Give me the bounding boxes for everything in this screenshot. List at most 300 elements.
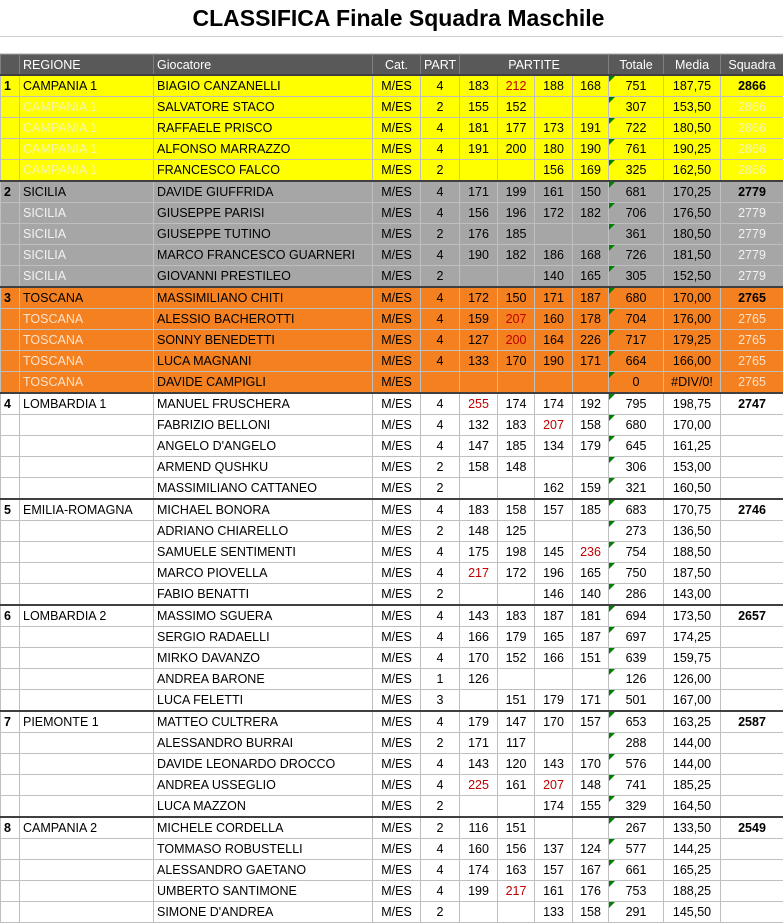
game-score-4: 140 [573,584,609,606]
team-region-empty [20,669,154,690]
player-category: M/ES [373,75,421,97]
game-score-3 [535,372,573,394]
player-average: 153,50 [664,97,721,118]
game-score-4: 167 [573,860,609,881]
player-category: M/ES [373,478,421,500]
game-score-1 [460,372,498,394]
team-region: TOSCANA [20,287,154,309]
player-part: 4 [421,287,460,309]
team-score: 2549 [721,817,783,839]
player-name: MASSIMILIANO CATTANEO [154,478,373,500]
header-part: PART [421,55,460,76]
player-average: 145,50 [664,902,721,923]
game-score-4: 178 [573,309,609,330]
team-score-empty [721,584,783,606]
player-part: 4 [421,881,460,902]
team-score: 2779 [721,181,783,203]
player-average: 190,25 [664,139,721,160]
player-name: MATTEO CULTRERA [154,711,373,733]
game-score-3: 160 [535,309,573,330]
team-score-repeat: 2765 [721,309,783,330]
game-score-4: 187 [573,287,609,309]
team-region: PIEMONTE 1 [20,711,154,733]
team-rank [1,521,20,542]
team-region-repeat: TOSCANA [20,372,154,394]
game-score-4: 165 [573,266,609,288]
player-total: 305 [609,266,664,288]
table-row [1,881,783,902]
team-score-empty [721,690,783,712]
header-cat: Cat. [373,55,421,76]
game-score-4: 155 [573,796,609,818]
table-row [1,605,783,627]
standings-body [1,75,783,923]
team-score-repeat: 2866 [721,118,783,139]
player-name: ARMEND QUSHKU [154,457,373,478]
team-region: LOMBARDIA 2 [20,605,154,627]
game-score-3: 179 [535,690,573,712]
team-rank [1,775,20,796]
game-score-2: 147 [498,711,535,733]
table-row [1,245,783,266]
header-giocatore: Giocatore [154,55,373,76]
table-row [1,775,783,796]
player-average: 163,25 [664,711,721,733]
table-row [1,224,783,245]
team-rank: 1 [1,75,20,97]
player-category: M/ES [373,860,421,881]
player-part: 2 [421,224,460,245]
game-score-4: 170 [573,754,609,775]
game-score-2 [498,584,535,606]
player-average: 144,00 [664,733,721,754]
game-score-1: 183 [460,75,498,97]
game-score-4: 150 [573,181,609,203]
game-score-4: 181 [573,605,609,627]
table-row [1,521,783,542]
team-rank [1,542,20,563]
player-category: M/ES [373,627,421,648]
player-average: 173,50 [664,605,721,627]
player-part: 2 [421,266,460,288]
game-score-2: 156 [498,839,535,860]
team-rank [1,669,20,690]
player-category: M/ES [373,584,421,606]
team-score: 2587 [721,711,783,733]
team-region-empty [20,457,154,478]
game-score-2 [498,669,535,690]
game-score-2: 163 [498,860,535,881]
player-average: #DIV/0! [664,372,721,394]
team-region-repeat: SICILIA [20,266,154,288]
game-score-1: 143 [460,754,498,775]
player-total: 645 [609,436,664,457]
team-score: 2866 [721,75,783,97]
player-average: 152,50 [664,266,721,288]
team-region-empty [20,627,154,648]
player-category: M/ES [373,648,421,669]
team-score: 2657 [721,605,783,627]
table-row [1,563,783,584]
game-score-1: 190 [460,245,498,266]
game-score-3: 187 [535,605,573,627]
player-average: 164,50 [664,796,721,818]
table-row [1,118,783,139]
game-score-1: 179 [460,711,498,733]
player-part: 2 [421,457,460,478]
game-score-1: 172 [460,287,498,309]
game-score-4 [573,817,609,839]
player-average: 187,75 [664,75,721,97]
player-name: MANUEL FRUSCHERA [154,393,373,415]
player-part: 3 [421,690,460,712]
game-score-1: 170 [460,648,498,669]
team-region-empty [20,902,154,923]
team-rank [1,733,20,754]
player-name: BIAGIO CANZANELLI [154,75,373,97]
player-average: 188,25 [664,881,721,902]
player-total: 321 [609,478,664,500]
game-score-2: 185 [498,436,535,457]
team-score-empty [721,563,783,584]
team-rank [1,266,20,288]
team-rank: 5 [1,499,20,521]
header-rank [1,55,20,76]
game-score-4 [573,372,609,394]
player-category: M/ES [373,881,421,902]
team-score: 2765 [721,287,783,309]
player-category: M/ES [373,118,421,139]
player-name: SERGIO RADAELLI [154,627,373,648]
team-region-empty [20,563,154,584]
team-score-empty [721,415,783,436]
table-row [1,478,783,500]
game-score-1 [460,902,498,923]
player-total: 681 [609,181,664,203]
team-score-empty [721,478,783,500]
team-score-empty [721,733,783,754]
game-score-2: 185 [498,224,535,245]
game-score-3: 145 [535,542,573,563]
team-region-repeat: CAMPANIA 1 [20,139,154,160]
player-part: 4 [421,436,460,457]
table-row [1,796,783,818]
player-category: M/ES [373,669,421,690]
player-average: 170,00 [664,287,721,309]
team-rank [1,754,20,775]
game-score-2: 170 [498,351,535,372]
player-category: M/ES [373,160,421,182]
team-rank [1,648,20,669]
team-region-empty [20,415,154,436]
player-part: 4 [421,118,460,139]
table-row [1,711,783,733]
player-total: 639 [609,648,664,669]
team-rank [1,881,20,902]
team-rank [1,309,20,330]
player-category: M/ES [373,775,421,796]
team-score-empty [721,627,783,648]
team-score-empty [721,839,783,860]
game-score-4: 192 [573,393,609,415]
team-score: 2746 [721,499,783,521]
player-total: 653 [609,711,664,733]
game-score-4: 236 [573,542,609,563]
team-score-repeat: 2765 [721,330,783,351]
player-average: 176,00 [664,309,721,330]
game-score-1: 255 [460,393,498,415]
player-name: ALFONSO MARRAZZO [154,139,373,160]
player-category: M/ES [373,902,421,923]
player-total: 307 [609,97,664,118]
page-title: CLASSIFICA Finale Squadra Maschile [0,0,783,37]
player-average: 170,75 [664,499,721,521]
game-score-2: 199 [498,181,535,203]
game-score-3: 190 [535,351,573,372]
table-row [1,902,783,923]
game-score-3: 170 [535,711,573,733]
team-rank [1,902,20,923]
game-score-4: 179 [573,436,609,457]
team-score-empty [721,521,783,542]
table-row [1,97,783,118]
player-total: 0 [609,372,664,394]
player-part: 4 [421,139,460,160]
game-score-4 [573,669,609,690]
table-row [1,330,783,351]
player-average: 153,00 [664,457,721,478]
team-rank [1,627,20,648]
player-total: 291 [609,902,664,923]
player-part: 4 [421,181,460,203]
player-category: M/ES [373,372,421,394]
player-category: M/ES [373,499,421,521]
table-row [1,860,783,881]
table-row [1,139,783,160]
team-rank: 6 [1,605,20,627]
game-score-2: 152 [498,97,535,118]
game-score-1: 159 [460,309,498,330]
player-part: 2 [421,902,460,923]
table-row [1,754,783,775]
team-region-empty [20,860,154,881]
table-row [1,415,783,436]
game-score-3: 173 [535,118,573,139]
team-region-repeat: CAMPANIA 1 [20,97,154,118]
table-row [1,75,783,97]
player-part: 4 [421,839,460,860]
game-score-3: 164 [535,330,573,351]
team-region-repeat: TOSCANA [20,309,154,330]
game-score-1: 191 [460,139,498,160]
team-rank [1,330,20,351]
game-score-2 [498,796,535,818]
header-squadra: Squadra [721,55,783,76]
player-average: 180,50 [664,118,721,139]
player-total: 741 [609,775,664,796]
game-score-1 [460,266,498,288]
player-name: DAVIDE GIUFFRIDA [154,181,373,203]
player-name: SALVATORE STACO [154,97,373,118]
game-score-2: 217 [498,881,535,902]
player-average: 126,00 [664,669,721,690]
player-total: 664 [609,351,664,372]
player-category: M/ES [373,563,421,584]
standings-table [0,54,783,923]
player-name: UMBERTO SANTIMONE [154,881,373,902]
player-part: 1 [421,669,460,690]
team-score-repeat: 2779 [721,245,783,266]
player-part: 4 [421,648,460,669]
player-total: 683 [609,499,664,521]
player-average: 136,50 [664,521,721,542]
player-category: M/ES [373,181,421,203]
team-score-empty [721,542,783,563]
player-category: M/ES [373,330,421,351]
player-name: FABRIZIO BELLONI [154,415,373,436]
team-rank: 3 [1,287,20,309]
game-score-2: 207 [498,309,535,330]
player-name: SAMUELE SENTIMENTI [154,542,373,563]
game-score-2: 148 [498,457,535,478]
player-average: 159,75 [664,648,721,669]
player-average: 167,00 [664,690,721,712]
player-average: 174,25 [664,627,721,648]
game-score-2: 177 [498,118,535,139]
player-total: 726 [609,245,664,266]
game-score-3: 157 [535,860,573,881]
team-rank [1,139,20,160]
player-total: 761 [609,139,664,160]
table-row [1,817,783,839]
player-name: MIRKO DAVANZO [154,648,373,669]
player-total: 704 [609,309,664,330]
game-score-2: 120 [498,754,535,775]
player-average: 144,00 [664,754,721,775]
player-part: 4 [421,542,460,563]
game-score-4: 151 [573,648,609,669]
game-score-3: 161 [535,881,573,902]
player-name: ALESSANDRO BURRAI [154,733,373,754]
player-name: LUCA MAZZON [154,796,373,818]
game-score-1: 225 [460,775,498,796]
team-score-repeat: 2779 [721,224,783,245]
team-score-empty [721,902,783,923]
team-region-repeat: TOSCANA [20,330,154,351]
player-average: 133,50 [664,817,721,839]
game-score-3: 133 [535,902,573,923]
game-score-1: 181 [460,118,498,139]
header-row [1,55,783,76]
player-total: 325 [609,160,664,182]
team-score-repeat: 2765 [721,372,783,394]
player-category: M/ES [373,97,421,118]
player-part: 4 [421,351,460,372]
table-row [1,669,783,690]
player-total: 722 [609,118,664,139]
game-score-1: 156 [460,203,498,224]
player-name: ALESSANDRO GAETANO [154,860,373,881]
team-region-empty [20,648,154,669]
table-row [1,393,783,415]
game-score-4: 148 [573,775,609,796]
player-total: 273 [609,521,664,542]
game-score-3 [535,733,573,754]
game-score-2: 174 [498,393,535,415]
table-row [1,203,783,224]
player-part: 4 [421,627,460,648]
game-score-2 [498,902,535,923]
game-score-4: 190 [573,139,609,160]
player-average: 144,25 [664,839,721,860]
team-region: EMILIA-ROMAGNA [20,499,154,521]
game-score-1: 155 [460,97,498,118]
player-total: 577 [609,839,664,860]
game-score-3: 140 [535,266,573,288]
player-part: 4 [421,860,460,881]
player-part: 4 [421,203,460,224]
team-rank [1,478,20,500]
game-score-3: 171 [535,287,573,309]
player-name: FABIO BENATTI [154,584,373,606]
game-score-4 [573,224,609,245]
team-region-empty [20,542,154,563]
team-region-empty [20,839,154,860]
team-rank [1,860,20,881]
game-score-4: 168 [573,245,609,266]
player-part: 2 [421,521,460,542]
game-score-3: 156 [535,160,573,182]
player-part: 4 [421,605,460,627]
table-row [1,499,783,521]
player-name: TOMMASO ROBUSTELLI [154,839,373,860]
player-name: DAVIDE CAMPIGLI [154,372,373,394]
game-score-2: 152 [498,648,535,669]
player-category: M/ES [373,839,421,860]
game-score-4 [573,521,609,542]
player-average: 166,00 [664,351,721,372]
game-score-1 [460,478,498,500]
player-average: 181,50 [664,245,721,266]
player-total: 750 [609,563,664,584]
game-score-1: 143 [460,605,498,627]
game-score-1: 217 [460,563,498,584]
game-score-4 [573,733,609,754]
game-score-1: 171 [460,733,498,754]
player-name: GIUSEPPE TUTINO [154,224,373,245]
team-rank [1,457,20,478]
table-row [1,287,783,309]
game-score-4: 124 [573,839,609,860]
game-score-2: 151 [498,817,535,839]
team-rank: 7 [1,711,20,733]
game-score-1: 116 [460,817,498,839]
game-score-2 [498,372,535,394]
player-average: 170,00 [664,415,721,436]
player-total: 706 [609,203,664,224]
game-score-4: 165 [573,563,609,584]
player-part [421,372,460,394]
game-score-2: 179 [498,627,535,648]
player-category: M/ES [373,690,421,712]
header-media: Media [664,55,721,76]
team-region-empty [20,478,154,500]
game-score-3: 180 [535,139,573,160]
game-score-1: 147 [460,436,498,457]
team-region-repeat: TOSCANA [20,351,154,372]
team-rank [1,203,20,224]
team-region-empty [20,775,154,796]
